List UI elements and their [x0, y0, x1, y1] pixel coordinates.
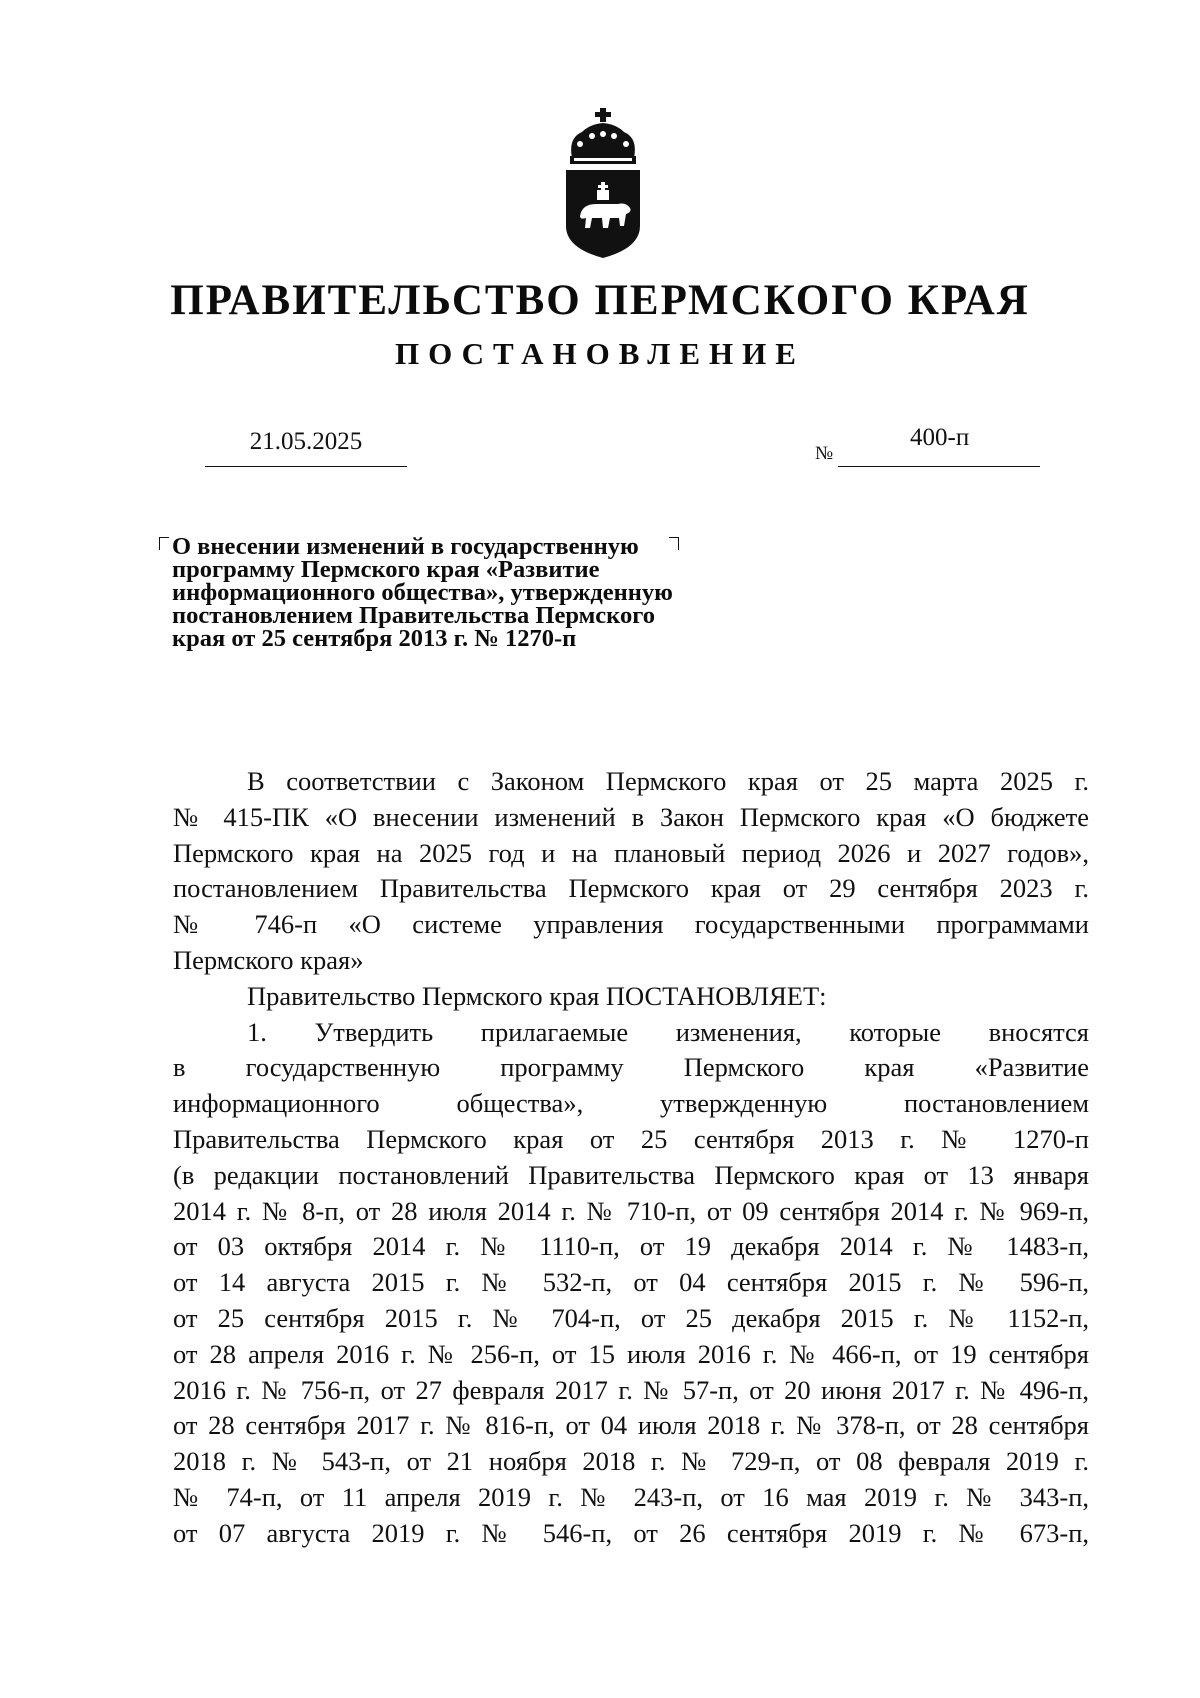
government-title: ПРАВИТЕЛЬСТВО ПЕРМСКОГО КРАЯ	[170, 277, 1030, 324]
body-line: (в редакции постановлений Правительства Пермского края от 13 января	[173, 1159, 1089, 1190]
body-line: в государственную программу Пермского края «Развитие	[173, 1052, 1089, 1083]
subject-bracket-left	[159, 537, 169, 550]
document-body	[173, 764, 1089, 1552]
body-line: от 28 апреля 2016 г. № 256-п, от 15 июля 2016 г. № 466-п, от 19 сентября	[173, 1338, 1089, 1369]
body-line: от 03 октября 2014 г. № 1110-п, от 19 декабря 2014 г. № 1483-п,	[173, 1231, 1089, 1262]
subject-line: края от 25 сентября 2013 г. № 1270-п	[172, 625, 577, 652]
document-date: 21.05.2025	[249, 428, 363, 455]
body-line: от 07 августа 2019 г. № 546-п, от 26 сентября 2019 г. № 673-п,	[173, 1517, 1089, 1548]
document-subject	[172, 535, 772, 650]
body-line: от 14 августа 2015 г. № 532-п, от 04 сентября 2015 г. № 596-п,	[173, 1267, 1089, 1298]
coat-of-arms-icon	[560, 108, 646, 260]
body-line: Правительства Пермского края от 25 сентября 2013 г. № 1270-п	[173, 1123, 1089, 1154]
body-line: № 74-п, от 11 апреля 2019 г. № 243-п, от 16 мая 2019 г. № 343-п,	[173, 1481, 1089, 1512]
body-line: № 746-п «О системе управления государственными программами	[173, 909, 1089, 940]
subject-line: программу Пермского края «Развитие	[172, 556, 600, 583]
body-line: от 28 сентября 2017 г. № 816-п, от 04 июля 2018 г. № 378-п, от 28 сентября	[173, 1410, 1089, 1441]
body-line: Пермского края на 2025 год и на плановый период 2026 и 2027 годов»,	[173, 837, 1089, 868]
number-sign: №	[815, 443, 834, 464]
number-field	[838, 424, 1040, 467]
body-line: В соответствии с Законом Пермского края от 25 марта 2025 г.	[247, 766, 1089, 796]
subject-line: постановлением Правительства Пермского	[172, 602, 655, 629]
body-line: информационного общества», утвержденную постановлением	[173, 1088, 1089, 1119]
date-field	[205, 424, 407, 467]
body-line: постановлением Правительства Пермского края от 29 сентября 2023 г.	[173, 873, 1089, 904]
body-line: 2018 г. № 543-п, от 21 ноября 2018 г. № 729-п, от 08 февраля 2019 г.	[173, 1446, 1089, 1477]
document-type-title: ПОСТАНОВЛЕНИЕ	[395, 336, 805, 371]
body-line: от 25 сентября 2015 г. № 704-п, от 25 декабря 2015 г. № 1152-п,	[173, 1302, 1089, 1333]
body-line: Пермского края»	[173, 944, 364, 975]
body-line: № 415-ПК «О внесении изменений в Закон Пермского края «О бюджете	[173, 801, 1089, 832]
body-line: 2014 г. № 8-п, от 28 июля 2014 г. № 710-п, от 09 сентября 2014 г. № 969-п,	[173, 1195, 1089, 1226]
body-line: Правительство Пермского края ПОСТАНОВЛЯЕТ:	[247, 980, 827, 1011]
document-number: 400-п	[910, 424, 970, 451]
body-line: 2016 г. № 756-п, от 27 февраля 2017 г. № 57-п, от 20 июня 2017 г. № 496-п,	[173, 1374, 1089, 1405]
subject-line: информационного общества», утвержденную	[172, 579, 673, 606]
subject-line: О внесении изменений в государственную	[172, 533, 639, 560]
body-line: 1. Утвердить прилагаемые изменения, которые вносятся	[247, 1016, 1089, 1047]
